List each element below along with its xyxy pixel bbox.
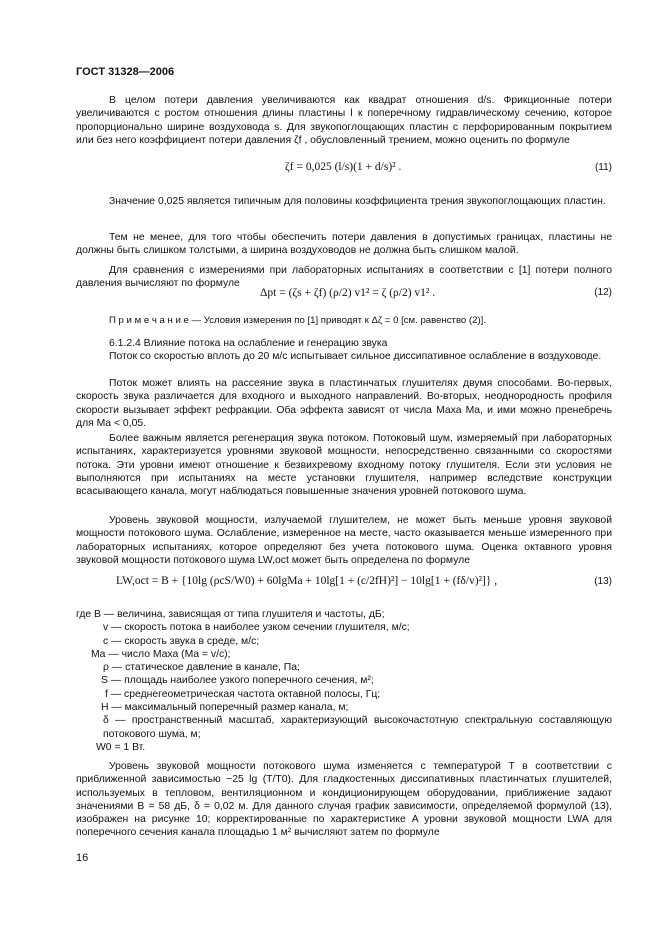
- formula-13: LW,oct = B + {10lg (ρcS/W0) + 60lgMa + 10lg[1 + (c/2fH)²] − 10lg[1 + (fδ/v)²]} ,: [116, 575, 498, 587]
- definition-item: W0 = 1 Вт.: [96, 741, 146, 753]
- definition-item: δ — пространственный масштаб, характеризующий высокочастотную спектральную составляющую потокового шума, м;: [103, 715, 612, 740]
- formula-11-number: (11): [594, 162, 612, 173]
- paragraph-5: Поток со скоростью вплоть до 20 м/с испытывает сильное диссипативное ослабление в воздуховоде.: [109, 351, 602, 362]
- formula-13-number: (13): [594, 576, 612, 587]
- definition-item: v — скорость потока в наиболее узком сечении глушителя, м/с;: [103, 622, 410, 634]
- definition-item: Ma — число Маха (Ma = v/c);: [91, 648, 231, 660]
- formula-12-number: (12): [594, 287, 612, 298]
- definition-item: ρ — статическое давление в канале, Па;: [103, 662, 300, 674]
- paragraph-7: Более важным является регенерация звука потоком. Потоковый шум, измеряемый при лабораторных испытаниях, характеризуется уровнями звуковой мощности, непосредственно связанными со скоростями потока. Эти уровни имеют отношение к безвихревому входному потоку глушителя. Если эти условия не выполняются при испытаниях на месте установки глушителя, например вследствие конструкции всасывающего канала, могут наблюдаться повышенные значения уровней потокового шума.: [76, 433, 612, 498]
- paragraph-6: Поток может влиять на рассеяние звука в пластинчатых глушителях двумя способами. Во-первых, скорость звука различается для входного и выходного направлений. Во-вторых, неоднородность профиля скорости вызывает эффект рефракции. Оба эффекта зависят от числа Маха Ma, и ими можно пренебречь для Ma < 0,05.: [76, 378, 612, 429]
- paragraph-1: В целом потери давления увеличиваются как квадрат отношения d/s. Фрикционные потери увеличиваются с ростом отношения длины пластины l к поперечному гидравлическому сечению, которое пропорционально ширине воздуховода s. Для звукопоглощающих пластин с перфорированным покрытием или без него коэффициент потери давления ζf , обусловленный трением, можно оценить по формуле: [76, 95, 612, 146]
- definition-item: c — скорость звука в среде, м/с;: [103, 635, 260, 647]
- formula-12: Δpt = (ζs + ζf) (ρ/2) v1² = ζ (ρ/2) v1² .: [260, 287, 436, 299]
- definition-item: где B — величина, зависящая от типа глушителя и частоты, дБ;: [76, 609, 385, 620]
- definition-item: S — площадь наиболее узкого поперечного сечения, м²;: [101, 675, 374, 687]
- paragraph-2: Значение 0,025 является типичным для половины коэффициента трения звукопоглощающих пластин.: [109, 196, 606, 207]
- definition-item: H — максимальный поперечный размер канала, м;: [101, 702, 349, 714]
- paragraph-8: Уровень звуковой мощности, излучаемой глушителем, не может быть меньше уровня звуковой мощности потокового шума. Ослабление, измеренное на месте, часто оказывается меньше измеренного при лабораторных испытаниях, которое определяют без учета потокового шума. Оценка октавного уровня звуковой мощности потокового шума LW,oct может быть определена по формуле: [76, 515, 612, 566]
- document-header: ГОСТ 31328—2006: [76, 66, 175, 78]
- section-heading: 6.1.2.4 Влияние потока на ослабление и генерацию звука: [109, 338, 388, 349]
- note: П р и м е ч а н и е — Условия измерения по [1] приводят к Δζ = 0 [см. равенство (2)].: [109, 315, 486, 326]
- page-number: 16: [76, 852, 89, 864]
- definition-item: f — среднегеометрическая частота октавной полосы, Гц;: [105, 688, 381, 700]
- paragraph-3: Тем не менее, для того чтобы обеспечить потери давления в допустимых границах, пластины не должны быть слишком толстыми, а ширина воздуховодов не должна быть слишком малой.: [76, 232, 612, 257]
- paragraph-4: Для сравнения с измерениями при лабораторных испытаниях в соответствии с [1] потери полного давления вычисляют по формуле: [76, 265, 612, 290]
- definitions-list: [76, 608, 612, 754]
- formula-11: ζf = 0,025 (l/s)(1 + d/s)² .: [285, 161, 402, 173]
- paragraph-9: Уровень звуковой мощности потокового шума изменяется с температурой T в соответствии с приближенной зависимостью −25 lg (T/T0). Для гладкостенных диссипативных пластинчатых глушителей, используемых в тепловом, вентиляционном и кондиционирующем оборудовании, приближение задают значениями B = 58 дБ, δ = 0,02 м. Для данного случая график зависимости, определяемой формулой (13), изображен на рисунке 10; корректированные по характеристике A уровни звуковой мощности LWA для поперечного сечения канала площадью 1 м² вычисляют затем по формуле: [76, 761, 612, 839]
